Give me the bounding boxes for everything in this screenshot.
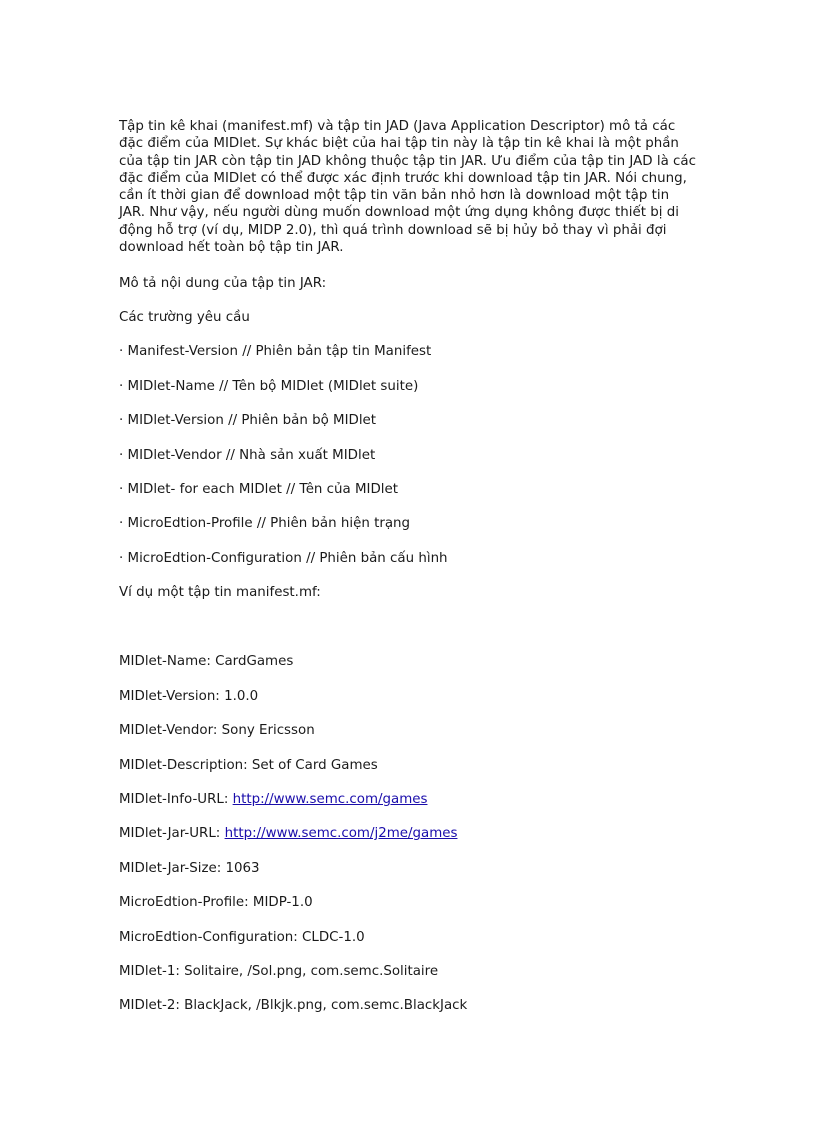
required-fields-heading: Các trường yêu cầu	[119, 310, 250, 325]
jar-url-link[interactable]: http://www.semc.com/j2me/games	[224, 826, 458, 841]
manifest-line-vendor: MIDlet-Vendor: Sony Ericsson	[119, 723, 315, 738]
info-url-label: MIDlet-Info-URL:	[119, 792, 233, 807]
required-field-item: · MicroEdtion-Profile // Phiên bản hiện trạng	[119, 516, 411, 531]
manifest-line-profile: MicroEdtion-Profile: MIDP-1.0	[119, 895, 313, 910]
required-field-item: · MicroEdtion-Configuration // Phiên bản cấu hình	[119, 551, 448, 566]
required-field-item: · Manifest-Version // Phiên bản tập tin Manifest	[119, 344, 432, 359]
manifest-line-jar-size: MIDlet-Jar-Size: 1063	[119, 861, 260, 876]
required-field-item: · MIDlet-Version // Phiên bản bộ MIDlet	[119, 413, 377, 428]
required-field-item: · MIDlet-Name // Tên bộ MIDlet (MIDlet suite)	[119, 379, 419, 394]
example-heading: Ví dụ một tập tin manifest.mf:	[119, 585, 321, 600]
manifest-line-configuration: MicroEdtion-Configuration: CLDC-1.0	[119, 930, 365, 945]
manifest-line-jar-url	[119, 825, 457, 843]
manifest-line-name: MIDlet-Name: CardGames	[119, 654, 294, 669]
required-field-item: · MIDlet-Vendor // Nhà sản xuất MIDlet	[119, 448, 376, 463]
manifest-line-midlet-1: MIDlet-1: Solitaire, /Sol.png, com.semc.Solitaire	[119, 964, 439, 979]
required-field-item: · MIDlet- for each MIDlet // Tên của MIDlet	[119, 482, 399, 497]
manifest-line-description: MIDlet-Description: Set of Card Games	[119, 758, 378, 773]
manifest-line-info-url	[119, 791, 427, 809]
info-url-link[interactable]: http://www.semc.com/games	[232, 792, 428, 807]
jar-description-heading: Mô tả nội dung của tập tin JAR:	[119, 276, 327, 291]
manifest-line-version: MIDlet-Version: 1.0.0	[119, 689, 259, 704]
jar-url-label: MIDlet-Jar-URL:	[119, 826, 225, 841]
intro-paragraph: Tập tin kê khai (manifest.mf) và tập tin JAD (Java Application Descriptor) mô tả các đặc điểm của MIDlet. Sự khác biệt của hai tập tin này là tập tin kê khai là một phần của tập tin JAR còn tập tin JAD không thuộc tập tin JAR. Ưu điểm của tập tin JAD là các đặc điểm của MIDlet có thể được xác định trước khi download tập tin JAR. Nói chung, cần ít thời gian để download một tập tin văn bản nhỏ hơn là download một tập tin JAR. Như vậy, nếu người dùng muốn download một ứng dụng không được thiết bị di động hỗ trợ (ví dụ, MIDP 2.0), thì quá trình download sẽ bị hủy bỏ thay vì phải đợi download hết toàn bộ tập tin JAR.	[119, 119, 696, 256]
document-page	[119, 0, 699, 1123]
manifest-line-midlet-2: MIDlet-2: BlackJack, /Blkjk.png, com.semc.BlackJack	[119, 998, 468, 1013]
